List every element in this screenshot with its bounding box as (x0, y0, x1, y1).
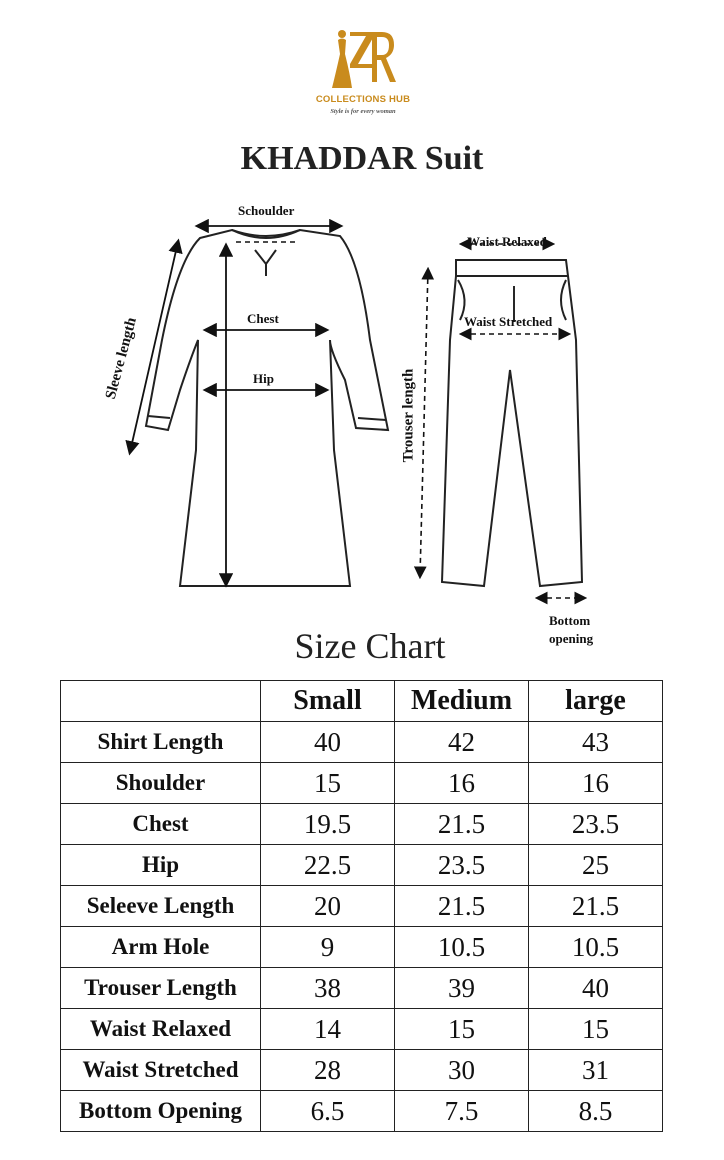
cell-small: 14 (261, 1009, 395, 1050)
row-label: Trouser Length (61, 968, 261, 1009)
page-title: KHADDAR Suit (240, 140, 484, 177)
brand-logo (308, 24, 418, 124)
row-label: Arm Hole (61, 927, 261, 968)
cell-large: 10.5 (529, 927, 663, 968)
brand-tagline: Style is for every woman (330, 108, 396, 115)
table-row (61, 1009, 663, 1050)
cell-small: 38 (261, 968, 395, 1009)
table-row (61, 1050, 663, 1091)
brand-monogram-icon (328, 24, 398, 92)
cell-medium: 15 (395, 1009, 529, 1050)
cell-medium: 21.5 (395, 804, 529, 845)
shoulder-label: Schoulder (238, 203, 295, 218)
cell-small: 40 (261, 722, 395, 763)
cell-large: 8.5 (529, 1091, 663, 1132)
trouser-length-label: Trouser length (400, 368, 417, 463)
waist-stretched-label: Waist Stretched (464, 314, 553, 329)
cell-large: 23.5 (529, 804, 663, 845)
cell-small: 28 (261, 1050, 395, 1091)
garment-illustration (0, 190, 724, 660)
cell-medium: 16 (395, 763, 529, 804)
waist-relaxed-label: Waist Relaxed (467, 234, 547, 249)
size-chart-table (60, 680, 663, 1132)
row-label: Shoulder (61, 763, 261, 804)
cell-large: 15 (529, 1009, 663, 1050)
table-row (61, 763, 663, 804)
row-label: Bottom Opening (61, 1091, 261, 1132)
size-chart-heading: Size Chart (294, 626, 446, 666)
cell-medium: 30 (395, 1050, 529, 1091)
row-label: Seleeve Length (61, 886, 261, 927)
cell-small: 19.5 (261, 804, 395, 845)
table-row (61, 722, 663, 763)
row-label: Hip (61, 845, 261, 886)
row-label: Shirt Length (61, 722, 261, 763)
cell-medium: 7.5 (395, 1091, 529, 1132)
column-header-medium: Medium (395, 681, 529, 722)
sleeve-length-label: Sleeve length (102, 315, 140, 401)
cell-large: 16 (529, 763, 663, 804)
cell-medium: 10.5 (395, 927, 529, 968)
cell-medium: 42 (395, 722, 529, 763)
bottom-opening-label-2: opening (549, 631, 594, 646)
column-header-large: large (529, 681, 663, 722)
shirt-outline (146, 230, 388, 586)
table-row (61, 804, 663, 845)
row-label: Waist Relaxed (61, 1009, 261, 1050)
table-row (61, 845, 663, 886)
cell-large: 25 (529, 845, 663, 886)
cell-medium: 23.5 (395, 845, 529, 886)
cell-large: 43 (529, 722, 663, 763)
column-header-empty (61, 681, 261, 722)
bottom-opening-label-1: Bottom (549, 613, 591, 628)
table-row (61, 886, 663, 927)
table-row (61, 1091, 663, 1132)
cell-large: 40 (529, 968, 663, 1009)
cell-small: 15 (261, 763, 395, 804)
chest-label: Chest (247, 311, 279, 326)
hip-label: Hip (253, 371, 274, 386)
table-header-row (61, 681, 663, 722)
table-row (61, 968, 663, 1009)
table-row (61, 927, 663, 968)
cell-large: 21.5 (529, 886, 663, 927)
row-label: Chest (61, 804, 261, 845)
row-label: Waist Stretched (61, 1050, 261, 1091)
cell-large: 31 (529, 1050, 663, 1091)
cell-medium: 39 (395, 968, 529, 1009)
cell-small: 9 (261, 927, 395, 968)
cell-small: 20 (261, 886, 395, 927)
cell-small: 6.5 (261, 1091, 395, 1132)
cell-medium: 21.5 (395, 886, 529, 927)
cell-small: 22.5 (261, 845, 395, 886)
column-header-small: Small (261, 681, 395, 722)
brand-name: COLLECTIONS HUB (315, 94, 411, 105)
